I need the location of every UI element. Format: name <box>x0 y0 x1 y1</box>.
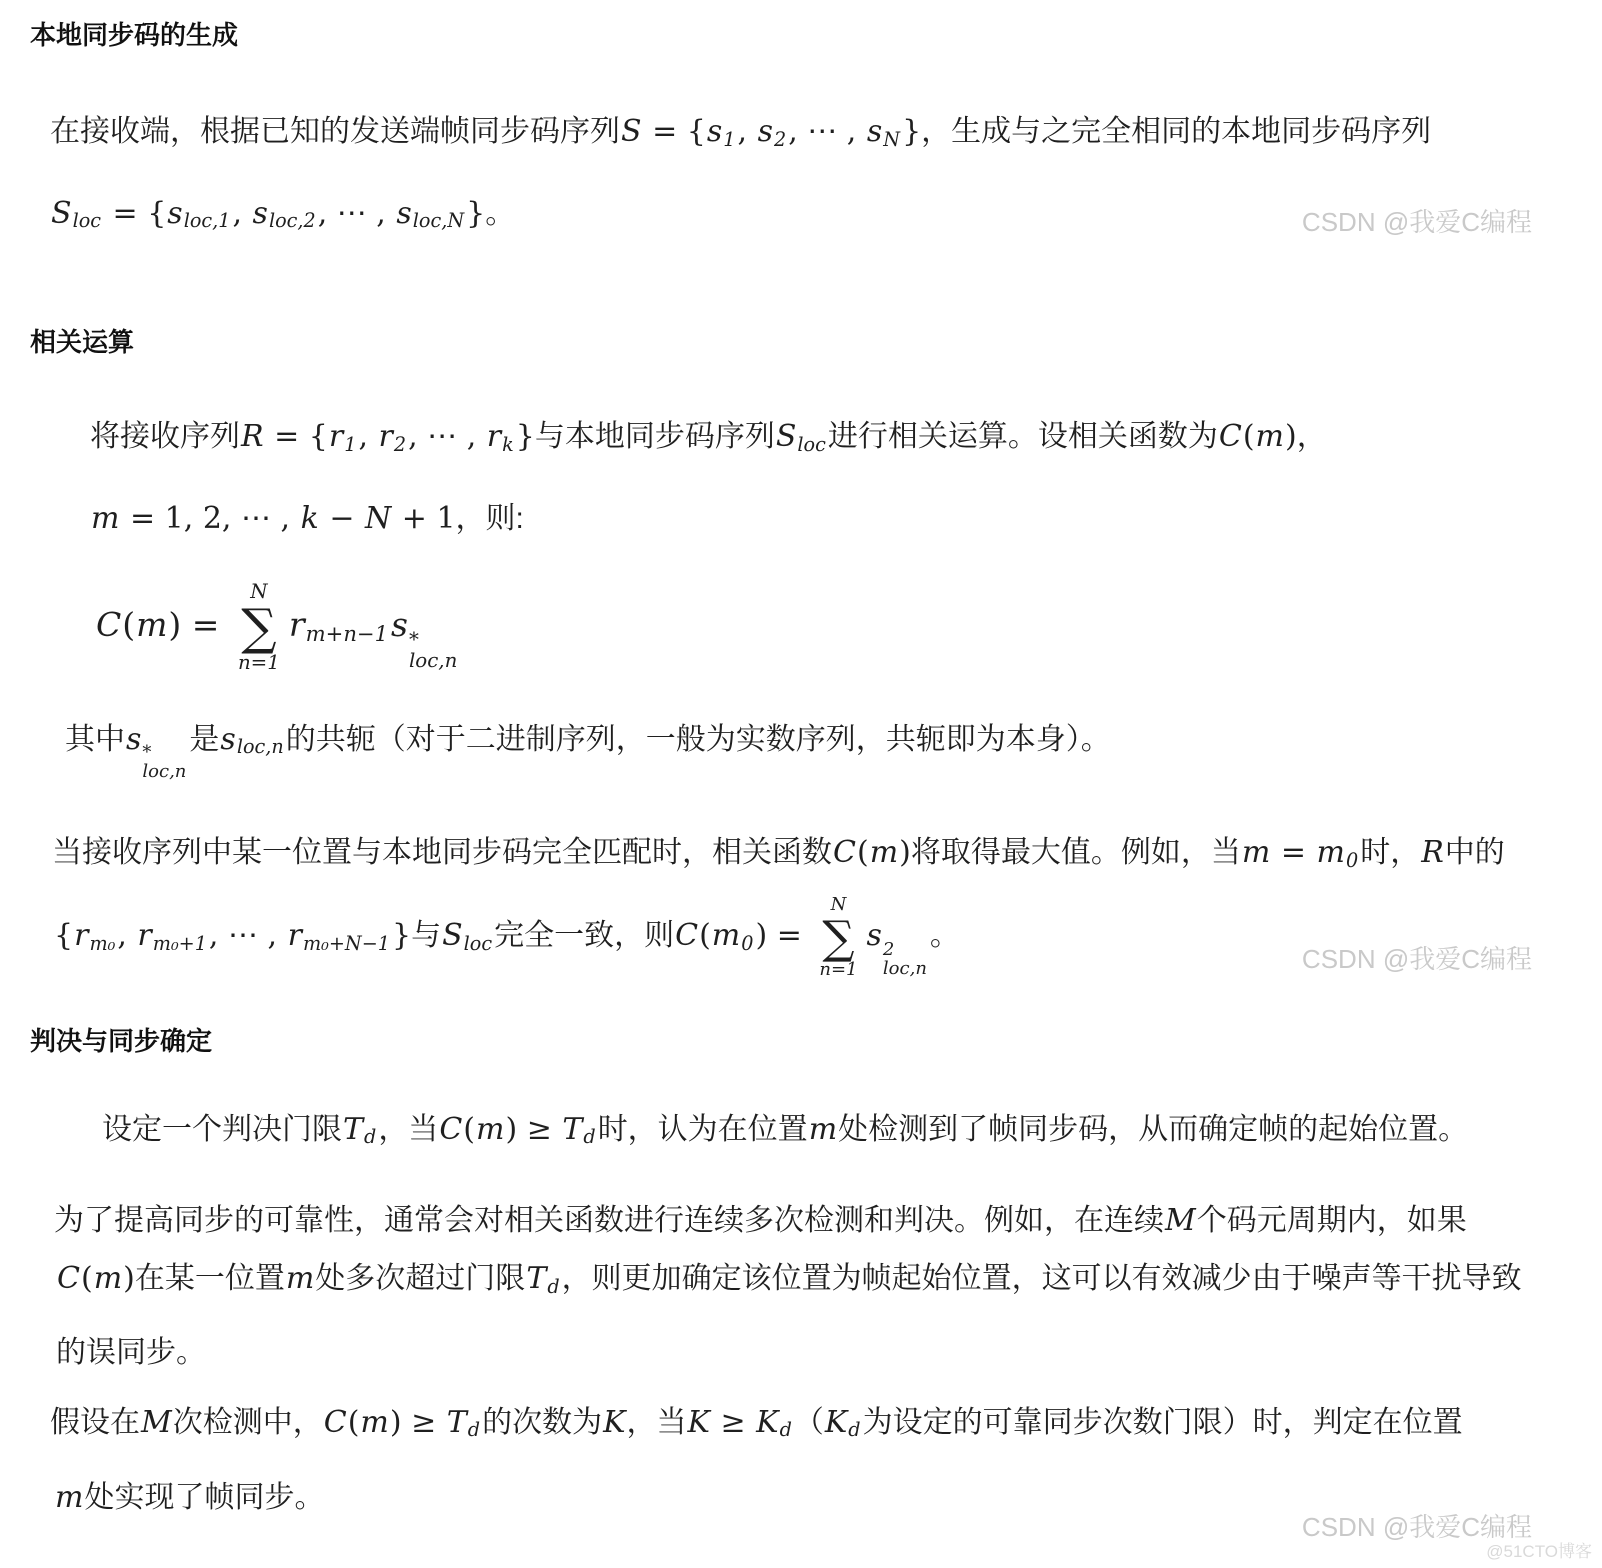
paragraph-line <box>50 1401 1532 1453</box>
math-variable: s <box>396 195 412 231</box>
paragraph-line <box>56 1257 1532 1309</box>
math-variable: s <box>866 918 882 954</box>
text-run: 假设在 <box>50 1405 140 1439</box>
math-variable: N <box>365 500 392 536</box>
paragraph-line <box>65 718 1532 782</box>
section-heading-local-sync-generation: 本地同步码的生成 <box>30 20 239 50</box>
math-variable: C <box>675 918 699 954</box>
math-subscript: d <box>547 1274 560 1298</box>
section-heading-decision: 判决与同步确定 <box>30 1025 213 1056</box>
math-variable: C <box>833 835 856 871</box>
math-subscript: d <box>467 1418 481 1442</box>
math-supsub: * loc,n <box>408 628 458 673</box>
watermark-csdn: CSDN @我爱C编程 <box>1301 207 1532 238</box>
text-run: ， <box>1296 420 1327 454</box>
text-run: 是 <box>189 722 220 756</box>
math-variable: T <box>526 1261 547 1297</box>
math-run: , <box>117 918 137 954</box>
math-variable: T <box>343 1111 364 1147</box>
math-run: = 1, 2, ⋯ , <box>120 500 300 536</box>
text-run: 处检测到了帧同步码，从而确定帧的起始位置。 <box>838 1112 1469 1146</box>
paragraph-line <box>102 1108 1532 1160</box>
math-subscript: d <box>583 1125 596 1149</box>
math-subscript: d <box>848 1418 861 1442</box>
math-subscript: loc,N <box>412 209 465 233</box>
line-with-watermark <box>30 192 1532 244</box>
math-variable: M <box>141 1404 172 1440</box>
math-variable: r <box>378 419 393 455</box>
math-variable: s <box>391 605 408 645</box>
text-run: 个码元周期内，如果 <box>1196 1204 1467 1238</box>
text-run: 的误同步。 <box>56 1335 206 1369</box>
watermark-51cto: @51CTO博客 <box>1486 1542 1592 1561</box>
summation-symbol: N ∑ n=1 <box>819 893 858 980</box>
paragraph-line <box>90 415 1532 467</box>
math-variable: s <box>252 195 268 231</box>
math-run: + 1 <box>392 500 456 536</box>
text-run: 将接收序列 <box>90 420 240 454</box>
math-subscript: k <box>502 432 514 456</box>
text-run: ，生成与之完全相同的本地同步码序列 <box>921 115 1432 148</box>
math-variable: m <box>55 1480 84 1516</box>
math-run: , ⋯ , <box>408 419 486 455</box>
math-variable: R <box>1421 835 1444 871</box>
math-run: = { <box>264 419 328 455</box>
text-run: 处多次超过门限 <box>315 1262 526 1296</box>
math-variable: m <box>711 918 741 954</box>
text-run: 的共轭（对于二进制序列，一般为实数序列，共轭即为本身）。 <box>285 722 1111 756</box>
math-variable: s <box>706 114 723 149</box>
math-variable: r <box>486 419 502 455</box>
text-run: 与 <box>411 919 442 953</box>
math-variable: S <box>775 419 797 455</box>
text-run: ，则: <box>455 501 524 535</box>
math-run: ( <box>80 1261 93 1297</box>
math-subscript: loc <box>797 432 826 456</box>
math-subscript: m₀+1 <box>152 931 207 955</box>
math-run: = { <box>103 195 167 231</box>
text-run: 为了提高同步的可靠性，通常会对相关函数进行连续多次检测和判决。例如，在连续 <box>54 1204 1164 1238</box>
text-run: ，则更加确定该位置为帧起始位置，这可以有效减少由于噪声等干扰导致 <box>561 1262 1522 1296</box>
math-variable: S <box>51 195 72 231</box>
math-subscript: m₀+N−1 <box>302 931 390 955</box>
math-variable: r <box>137 918 152 954</box>
math-variable: m <box>1316 835 1345 871</box>
text-run: 与本地同步码序列 <box>534 420 775 454</box>
summation-symbol: N ∑ n=1 <box>237 579 280 675</box>
math-variable: C <box>323 1404 347 1440</box>
math-variable: m <box>1255 419 1284 455</box>
math-run: , ⋯ , <box>317 195 396 231</box>
math-run: { <box>54 918 74 954</box>
math-run: } <box>902 114 922 149</box>
text-run: 中的 <box>1444 836 1505 870</box>
math-run: ) = <box>168 605 230 645</box>
paragraph-line <box>90 497 1532 541</box>
math-subscript: m+n−1 <box>305 621 389 647</box>
math-variable: C <box>439 1111 463 1147</box>
math-variable: S <box>442 918 463 954</box>
text-run: 完全一致，则 <box>494 919 675 953</box>
math-subscript: d <box>364 1125 377 1149</box>
math-subscript: loc,1 <box>183 209 231 233</box>
math-supsub: 2 loc,n <box>882 938 927 979</box>
math-variable: K <box>687 1404 710 1440</box>
math-subscript: d <box>779 1418 792 1442</box>
watermark-csdn: CSDN @我爱C编程 <box>1301 1512 1532 1543</box>
text-run: 的次数为 <box>482 1405 603 1439</box>
math-variable: s <box>220 721 236 757</box>
math-run: , <box>232 195 252 231</box>
math-variable: m <box>1241 835 1271 871</box>
text-run: 当接收序列中某一位置与本地同步码完全匹配时，相关函数 <box>52 836 832 870</box>
math-subscript: 0 <box>741 931 754 955</box>
math-variable: T <box>562 1111 583 1147</box>
math-variable: m <box>476 1111 505 1147</box>
math-variable: s <box>167 195 183 231</box>
math-variable: r <box>74 918 89 954</box>
text-run: 时，认为在位置 <box>597 1112 808 1146</box>
math-subscript: 0 <box>1345 848 1359 872</box>
math-variable: s <box>866 114 883 149</box>
paragraph-line <box>54 1199 1532 1243</box>
text-run: 。 <box>485 196 516 230</box>
text-run: ，当 <box>626 1405 687 1439</box>
math-supsub: * loc,n <box>142 742 187 783</box>
text-run: （ <box>793 1405 824 1439</box>
text-run: 其中 <box>65 722 125 756</box>
math-run: = <box>1271 835 1316 871</box>
text-run: 将取得最大值。例如，当 <box>910 836 1241 870</box>
math-subscript: m₀ <box>89 931 116 955</box>
math-variable: K <box>756 1404 779 1440</box>
math-subscript: 1 <box>723 127 736 151</box>
math-variable: m <box>285 1261 315 1297</box>
math-run: ) <box>899 835 911 871</box>
math-variable: m <box>360 1404 389 1440</box>
text-run: 。 <box>929 919 960 953</box>
text-run: 进行相关运算。设相关函数为 <box>827 420 1218 454</box>
math-run: , ⋯ , <box>208 918 287 954</box>
section-heading-correlation: 相关运算 <box>30 327 135 358</box>
math-run: ) <box>123 1261 135 1297</box>
math-variable: S <box>621 114 642 149</box>
math-run: ) ≥ <box>505 1111 562 1147</box>
math-subscript: loc,2 <box>268 209 316 233</box>
paragraph-line <box>54 895 960 980</box>
math-variable: k <box>300 500 319 536</box>
math-run: ) = <box>755 918 812 954</box>
math-variable: r <box>287 918 302 954</box>
math-subscript: 2 <box>773 127 787 151</box>
math-variable: K <box>603 1404 626 1440</box>
math-variable: r <box>288 605 305 645</box>
line-with-watermark <box>54 895 1532 980</box>
math-variable: m <box>808 1111 838 1147</box>
math-run: , <box>737 114 757 149</box>
math-run: ≥ <box>710 1404 756 1440</box>
math-subscript: N <box>883 127 901 151</box>
paragraph-line <box>50 110 1532 162</box>
math-variable: s <box>757 114 773 149</box>
text-run: 次检测中， <box>172 1405 323 1439</box>
math-run: = { <box>642 114 706 149</box>
math-run: , ⋯ , <box>788 114 866 149</box>
math-variable: C <box>1218 419 1242 455</box>
math-variable: R <box>241 419 264 455</box>
math-variable: K <box>824 1404 848 1440</box>
math-subscript: loc <box>72 209 101 233</box>
math-variable: M <box>1165 1203 1196 1239</box>
math-run: } <box>392 918 412 954</box>
math-run: − <box>319 500 364 536</box>
math-variable: C <box>96 605 122 645</box>
math-subscript: loc <box>463 931 493 955</box>
math-run: ) ≥ <box>389 1404 446 1440</box>
math-variable: T <box>446 1404 467 1440</box>
math-variable: s <box>126 721 142 757</box>
math-run: ( <box>122 605 136 645</box>
math-variable: m <box>136 605 168 645</box>
math-run: } <box>466 195 486 231</box>
math-variable: r <box>328 419 344 455</box>
math-run: ) <box>1285 419 1297 455</box>
text-run: ，当 <box>378 1112 439 1146</box>
paragraph-line <box>50 192 515 244</box>
math-run: , <box>358 419 378 455</box>
text-run: 在接收端，根据已知的发送端帧同步码序列 <box>50 115 620 148</box>
math-run: ( <box>1242 419 1255 455</box>
paragraph-line <box>52 831 1532 883</box>
math-variable: C <box>57 1261 80 1297</box>
math-variable: m <box>93 1261 123 1297</box>
text-run: 设定一个判决门限 <box>102 1112 342 1146</box>
text-run: 为设定的可靠同步次数门限）时，判定在位置 <box>862 1405 1463 1439</box>
text-run: 处实现了帧同步。 <box>84 1481 325 1515</box>
display-formula-correlation <box>95 581 1532 674</box>
math-run: } <box>515 419 535 455</box>
math-subscript: loc,n <box>236 735 284 759</box>
math-subscript: 1 <box>344 432 357 456</box>
math-run: ( <box>347 1404 360 1440</box>
math-run: ( <box>463 1111 475 1147</box>
math-run: ( <box>856 835 869 871</box>
text-run: 时， <box>1360 836 1421 870</box>
text-run: 在某一位置 <box>134 1262 285 1296</box>
watermark-csdn: CSDN @我爱C编程 <box>1301 943 1532 974</box>
paragraph-line <box>56 1331 1532 1375</box>
math-variable: m <box>91 500 120 536</box>
math-subscript: 2 <box>393 432 407 456</box>
math-variable: m <box>869 835 899 871</box>
math-run: ( <box>699 918 711 954</box>
